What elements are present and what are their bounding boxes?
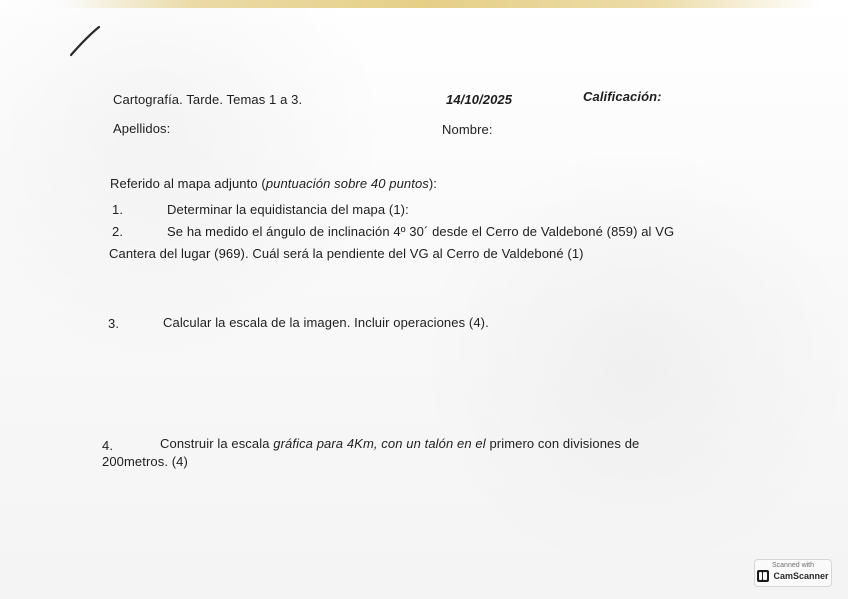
camscanner-icon [757,570,769,582]
question-3-number: 3. [108,316,120,331]
surname-label: Apellidos: [113,121,171,136]
question-4-line-1-emphasis: gráfica para 4Km, con un talón en el [273,436,486,451]
instructions-prefix: Referido al mapa adjunto ( [110,176,266,191]
top-scan-strip [60,0,820,8]
question-4-number: 4. [102,438,114,453]
themes-label: Temas 1 a 3. [226,92,303,107]
instructions-suffix: ): [428,176,438,191]
question-1-number: 1. [112,202,124,217]
score-note: puntuación sobre 40 puntos [265,176,429,191]
instructions-line [110,177,437,192]
question-4-line-1 [160,437,639,452]
grade-label: Calificación: [583,89,662,104]
exam-date: 14/10/2025 [446,92,513,107]
scanner-badge-top-text: Scanned with [771,562,815,569]
name-label: Nombre: [442,122,493,137]
question-2-number: 2. [112,224,124,239]
question-3-text: Calcular la escala de la imagen. Incluir operaciones (4). [163,315,489,330]
pen-stroke-mark [68,22,106,60]
course-title-line [113,93,302,108]
course-label: Cartografía. Tarde. [113,92,224,107]
question-4-line-1-suffix: primero con divisiones de [485,436,640,451]
question-1-text: Determinar la equidistancia del mapa (1): [167,202,409,217]
scanner-badge-brand: CamScanner [773,571,829,581]
scanner-badge-brand-row [761,570,829,582]
question-2-line-1: Se ha medido el ángulo de inclinación 4º 30´ desde el Cerro de Valdeboné (859) al VG [167,224,675,239]
scanner-badge [754,559,832,587]
question-2-line-2: Cantera del lugar (969). Cuál será la pendiente del VG al Cerro de Valdeboné (1) [109,246,584,261]
question-4-line-2: 200metros. (4) [102,454,188,469]
question-4-line-1-prefix: Construir la escala [160,436,274,451]
